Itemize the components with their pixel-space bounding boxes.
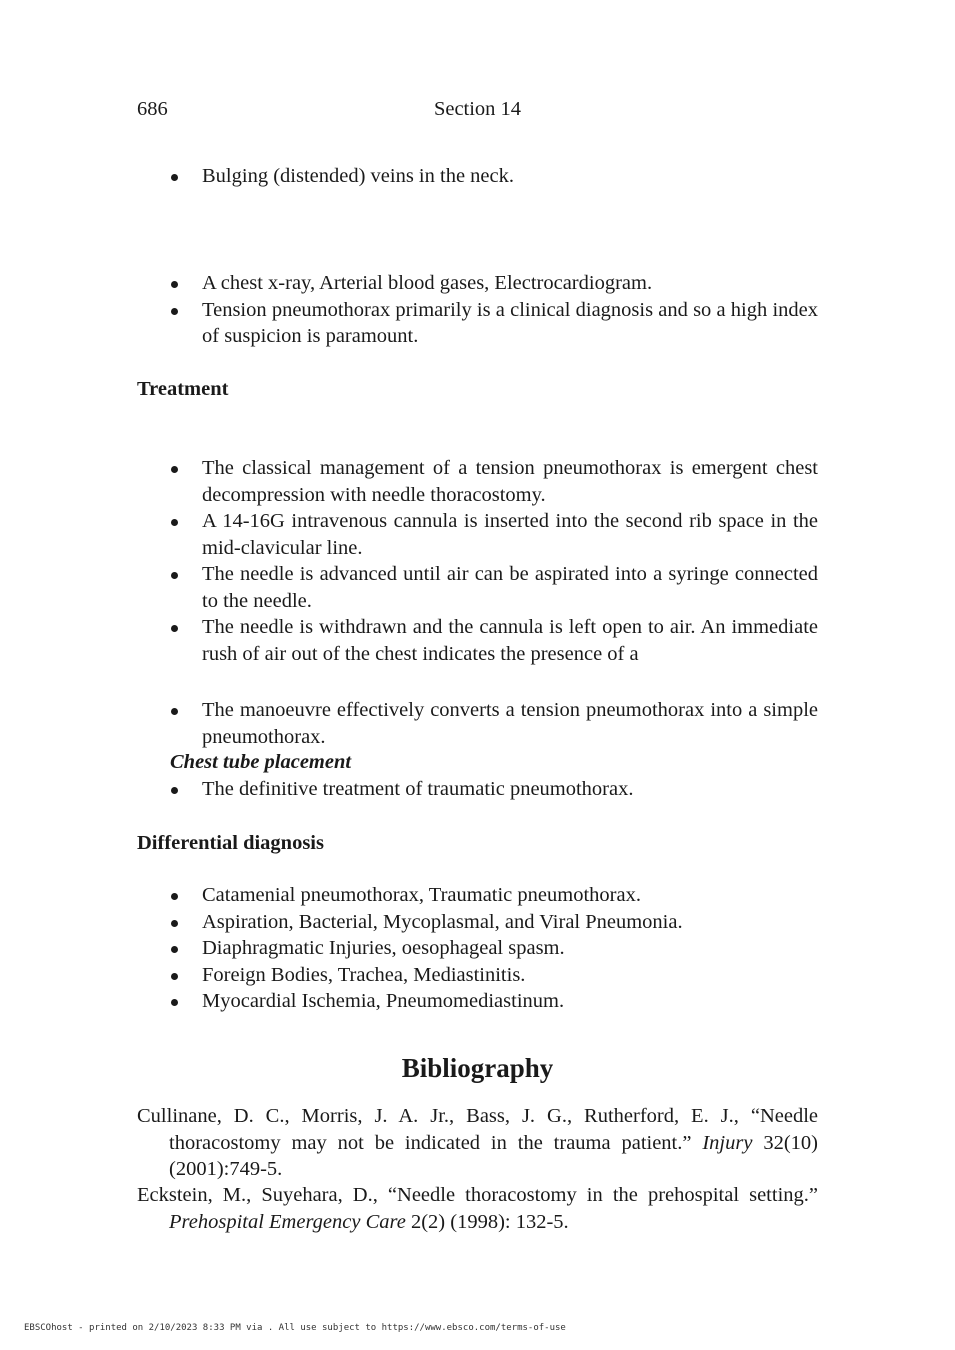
investigation-list xyxy=(0,270,818,350)
chest-tube-list xyxy=(0,776,818,803)
list-item: Foreign Bodies, Trachea, Mediastinitis. xyxy=(0,962,818,989)
bullet-icon xyxy=(171,973,178,980)
list-item: The needle is advanced until air can be aspirated into a syringe connected to the needle. xyxy=(0,561,818,614)
differential-heading: Differential diagnosis xyxy=(137,832,324,854)
reference-entry: Cullinane, D. C., Morris, J. A. Jr., Bass, J. G., Rutherford, E. J., “Needle thoracostomy may not be indicated in the trauma patient.” Injury 32(10) (2001):749-5. xyxy=(137,1105,818,1180)
running-header: Section 14 xyxy=(433,98,522,120)
treatment-list-continued xyxy=(0,697,818,750)
list-item: The definitive treatment of traumatic pneumothorax. xyxy=(0,776,818,803)
bullet-icon xyxy=(171,625,178,632)
bullet-icon xyxy=(171,308,178,315)
list-item: Diaphragmatic Injuries, oesophageal spasm. xyxy=(0,935,818,962)
list-item: The classical management of a tension pneumothorax is emergent chest decompression with needle thoracostomy. xyxy=(0,455,818,508)
footer-notice: EBSCOhost - printed on 2/10/2023 8:33 PM via . All use subject to https://www.ebsco.com/terms-of-use xyxy=(24,1323,566,1333)
symptom-list xyxy=(0,163,818,190)
list-item: Tension pneumothorax primarily is a clinical diagnosis and so a high index of suspicion is paramount. xyxy=(0,297,818,350)
reference-entry: Eckstein, M., Suyehara, D., “Needle thoracostomy in the prehospital setting.” Prehospital Emergency Care 2(2) (1998): 132-5. xyxy=(137,1184,818,1233)
list-item: Bulging (distended) veins in the neck. xyxy=(0,163,818,190)
bullet-icon xyxy=(171,281,178,288)
list-item: A 14-16G intravenous cannula is inserted into the second rib space in the mid-clavicular line. xyxy=(0,508,818,561)
bibliography-title: Bibliography xyxy=(401,1053,554,1083)
list-item: A chest x-ray, Arterial blood gases, Electrocardiogram. xyxy=(0,270,818,297)
bullet-icon xyxy=(171,174,178,181)
list-item: Catamenial pneumothorax, Traumatic pneumothorax. xyxy=(0,882,818,909)
treatment-list xyxy=(0,455,818,667)
bullet-icon xyxy=(171,708,178,715)
bullet-icon xyxy=(171,920,178,927)
list-item: Myocardial Ischemia, Pneumomediastinum. xyxy=(0,988,818,1015)
journal-title: Injury xyxy=(702,1131,753,1154)
bullet-icon xyxy=(171,519,178,526)
bullet-icon xyxy=(171,946,178,953)
bullet-icon xyxy=(171,787,178,794)
bullet-icon xyxy=(171,999,178,1006)
list-item: The needle is withdrawn and the cannula is left open to air. An immediate rush of air out of the chest indicates the presence of a xyxy=(0,614,818,667)
journal-title: Prehospital Emergency Care xyxy=(169,1210,406,1233)
chest-tube-subheading: Chest tube placement xyxy=(170,751,352,773)
bullet-icon xyxy=(171,466,178,473)
differential-list xyxy=(0,882,818,1015)
bullet-icon xyxy=(171,572,178,579)
bullet-icon xyxy=(171,893,178,900)
treatment-heading: Treatment xyxy=(137,378,229,400)
page-number: 686 xyxy=(137,98,168,120)
list-item: The manoeuvre effectively converts a tension pneumothorax into a simple pneumothorax. xyxy=(0,697,818,750)
list-item: Aspiration, Bacterial, Mycoplasmal, and Viral Pneumonia. xyxy=(0,909,818,936)
